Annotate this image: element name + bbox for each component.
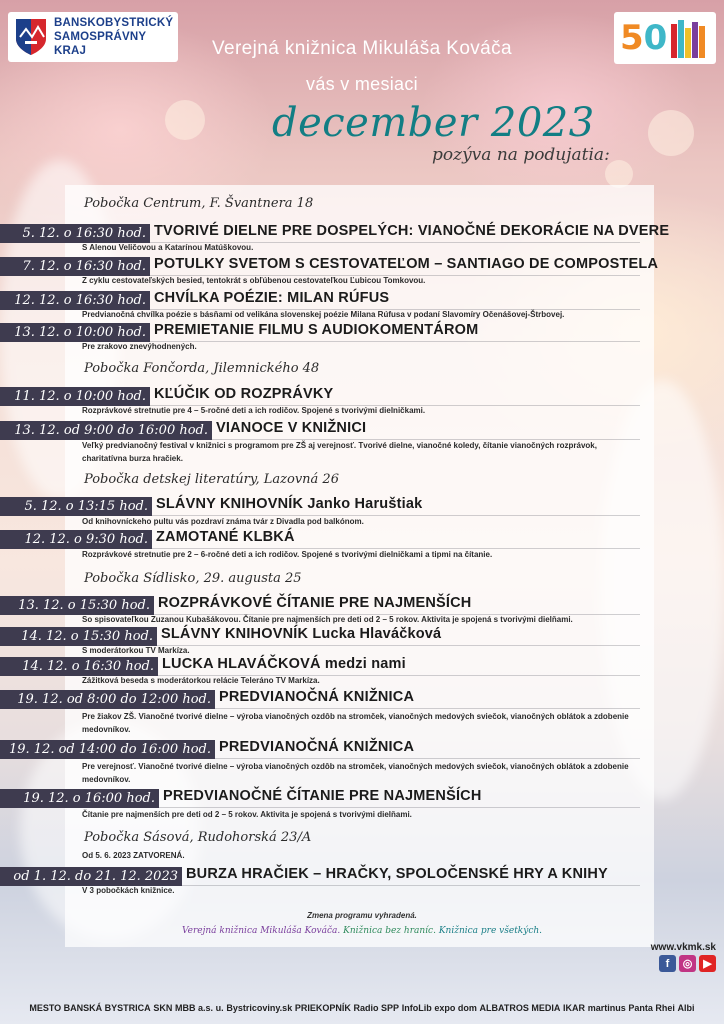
event-date: 5. 12. o 13:15 hod. [0,497,152,516]
header-library-name: Verejná knižnica Mikuláša Kováča [211,38,513,59]
event-description: Pre žiakov ZŠ. Vianočné tvorivé dielne – výroba vianočných ozdôb na stromček, vianočných medových sviečok, vianočných oblátok a zdobenie medovníkov. [82,712,629,734]
motto-part: Knižnica pre všetkých. [438,926,543,936]
event-date: 19. 12. o 16:00 hod. [0,789,159,808]
event-title: PREDVIANOČNÉ ČÍTANIE PRE NAJMENŠÍCH [163,788,482,804]
event-title: PREDVIANOČNÁ KNIŽNICA [219,739,415,755]
partner-logo: Panta Rhei [628,1003,675,1013]
event-date: od 1. 12. do 21. 12. 2023 [0,867,182,886]
month-title: december 2023 [272,100,595,146]
event-date: 13. 12. o 10:00 hod. [0,323,150,342]
partner-logo: InfoLib [401,1003,432,1013]
partner-logo: Bystricoviny.sk [226,1003,293,1013]
youtube-icon[interactable]: ▶ [699,955,716,972]
event-description: Od knihovníckeho pultu vás pozdraví známa tvár z Divadla pod balkónom. [82,517,364,526]
event-date: 11. 12. o 10:00 hod. [0,387,150,406]
social-links [659,955,716,972]
motto-part: Verejná knižnica Mikuláša Kováča. [181,926,341,936]
event-title: KĽÚČIK OD ROZPRÁVKY [154,386,334,402]
event-title: PREMIETANIE FILMU S AUDIOKOMENTÁROM [154,322,479,338]
event-date: 7. 12. o 16:30 hod. [0,257,150,276]
event-title: ROZPRÁVKOVÉ ČÍTANIE PRE NAJMENŠÍCH [158,595,472,611]
event-title: ZAMOTANÉ KLBKÁ [156,529,295,545]
branch-heading: Pobočka Fončorda, Jilemnického 48 [84,361,320,376]
event-title: SLÁVNY KNIHOVNÍK Lucka Hlaváčková [161,626,442,642]
event-description: Zážitková beseda s moderátorkou relácie Teleráno TV Markíza. [82,676,320,685]
partner-logo: PRIEKOPNÍK [294,1003,351,1013]
branch-heading: Pobočka detskej literatúry, Lazovná 26 [84,472,339,487]
event-date: 14. 12. o 15:30 hod. [0,627,157,646]
org-name-line2: SAMOSPRÁVNY KRAJ [54,31,147,57]
event-description: So spisovateľkou Zuzanou Kubašákovou. Čítanie pre najmenších pre deti od 2 – 5 rokov. Aktivita je spojená s tvorivými dielňami. [82,615,573,624]
event-date: 19. 12. od 14:00 do 16:00 hod. [0,740,215,759]
partner-logo: expo dom [434,1003,477,1013]
header-line2: vás v mesiaci [306,74,418,94]
partner-logo: u. [215,1003,224,1013]
event-title: TVORIVÉ DIELNE PRE DOSPELÝCH: VIANOČNÉ DEKORÁCIE NA DVERE [154,223,670,239]
partner-logo: MBB a.s. [175,1003,214,1013]
anniversary-number: 50 [620,18,668,58]
event-title: SLÁVNY KNIHOVNÍK Janko Haruštiak [156,496,423,512]
event-divider [215,708,640,709]
event-date: 13. 12. od 9:00 do 16:00 hod. [0,421,212,440]
partner-logos [0,992,724,1024]
instagram-icon[interactable]: ◎ [679,955,696,972]
event-date: 12. 12. o 16:30 hod. [0,291,150,310]
partner-logo: ALBATROS MEDIA [479,1003,561,1013]
event-description: V 3 pobočkách knižnice. [82,886,175,895]
event-title: VIANOCE V KNIŽNICI [216,420,367,436]
org-name-line1: BANSKOBYSTRICKÝ [54,17,174,29]
partner-logo: martinus [587,1003,626,1013]
partner-logo: Radio SPP [353,1003,400,1013]
branch-heading: Pobočka Centrum, F. Švantnera 18 [84,196,314,211]
invite-subtitle: pozýva na podujatia: [432,145,610,165]
branch-heading: Pobočka Sídlisko, 29. augusta 25 [84,571,302,586]
event-date: 12. 12. o 9:30 hod. [0,530,152,549]
event-description: S Alenou Veličovou a Katarínou Matúškovou. [82,243,254,252]
partner-logo: SKN [153,1003,173,1013]
event-title: LUCKA HLAVÁČKOVÁ medzi nami [162,656,406,672]
event-date: 13. 12. o 15:30 hod. [0,596,154,615]
library-motto [0,926,724,936]
event-description: Pre zrakovo znevýhodnených. [82,342,197,351]
website-link[interactable]: www.vkmk.sk [650,942,716,953]
event-title: CHVÍLKA POÉZIE: MILAN RÚFUS [154,290,390,306]
event-date: 19. 12. od 8:00 do 12:00 hod. [0,690,215,709]
branch-heading: Pobočka Sásová, Rudohorská 23/A [84,830,312,845]
event-description: S moderátorkou TV Markíza. [82,646,190,655]
event-description: Rozprávkové stretnutie pre 2 – 6-ročné deti a ich rodičov. Spojené s tvorivými dielničkami a tipmi na čítanie. [82,550,493,559]
event-description: Pre verejnosť. Vianočné tvorivé dielne – výroba vianočných ozdôb na stromček, vianočných medových sviečok, vianočných oblátok a zdobenie medovníkov. [82,762,629,784]
event-description: Z cyklu cestovateľských besied, tentokrát s obľúbenou cestovateľkou Ľubicou Tomkovou. [82,276,426,285]
partner-logo: MESTO BANSKÁ BYSTRICA [29,1003,151,1013]
event-title: PREDVIANOČNÁ KNIŽNICA [219,689,415,705]
partner-logo: IKAR [563,1003,586,1013]
event-title: BURZA HRAČIEK – HRAČKY, SPOLOČENSKÉ HRY A KNIHY [186,866,608,882]
event-description: Predvianočná chvílka poézie s básňami od velikána slovenskej poézie Milana Rúfusa v podaní Slavomíry Očenášovej-Štrbovej. [82,310,565,319]
bokeh-light [648,110,694,156]
event-divider [215,758,640,759]
motto-part: Knižnica bez hraníc. [343,926,436,936]
event-date: 14. 12. o 16:30 hod. [0,657,158,676]
bokeh-light [165,100,205,140]
event-description: Veľký predvianočný festival v knižnici s programom pre ZŠ aj verejnosť. Tvorivé dielne, vianočné koledy, čítanie vianočných rozprávok, charitatívna burza hračiek. [82,441,597,463]
event-title: POTULKY SVETOM S CESTOVATEĽOM – SANTIAGO DE COMPOSTELA [154,256,659,272]
event-description: Rozprávkové stretnutie pre 4 – 5-ročné deti a ich rodičov. Spojené s tvorivými dielničkami. [82,406,426,415]
facebook-icon[interactable]: f [659,955,676,972]
event-description: Čítanie pre najmenších pre deti od 2 – 5 rokov. Aktivita je spojená s tvorivými dielňami. [82,810,412,819]
program-change-note: Zmena programu vyhradená. [307,911,417,920]
branch-status: Od 5. 6. 2023 ZATVORENÁ. [82,851,185,860]
partner-logo: Albi [677,1003,695,1013]
event-date: 5. 12. o 16:30 hod. [0,224,150,243]
